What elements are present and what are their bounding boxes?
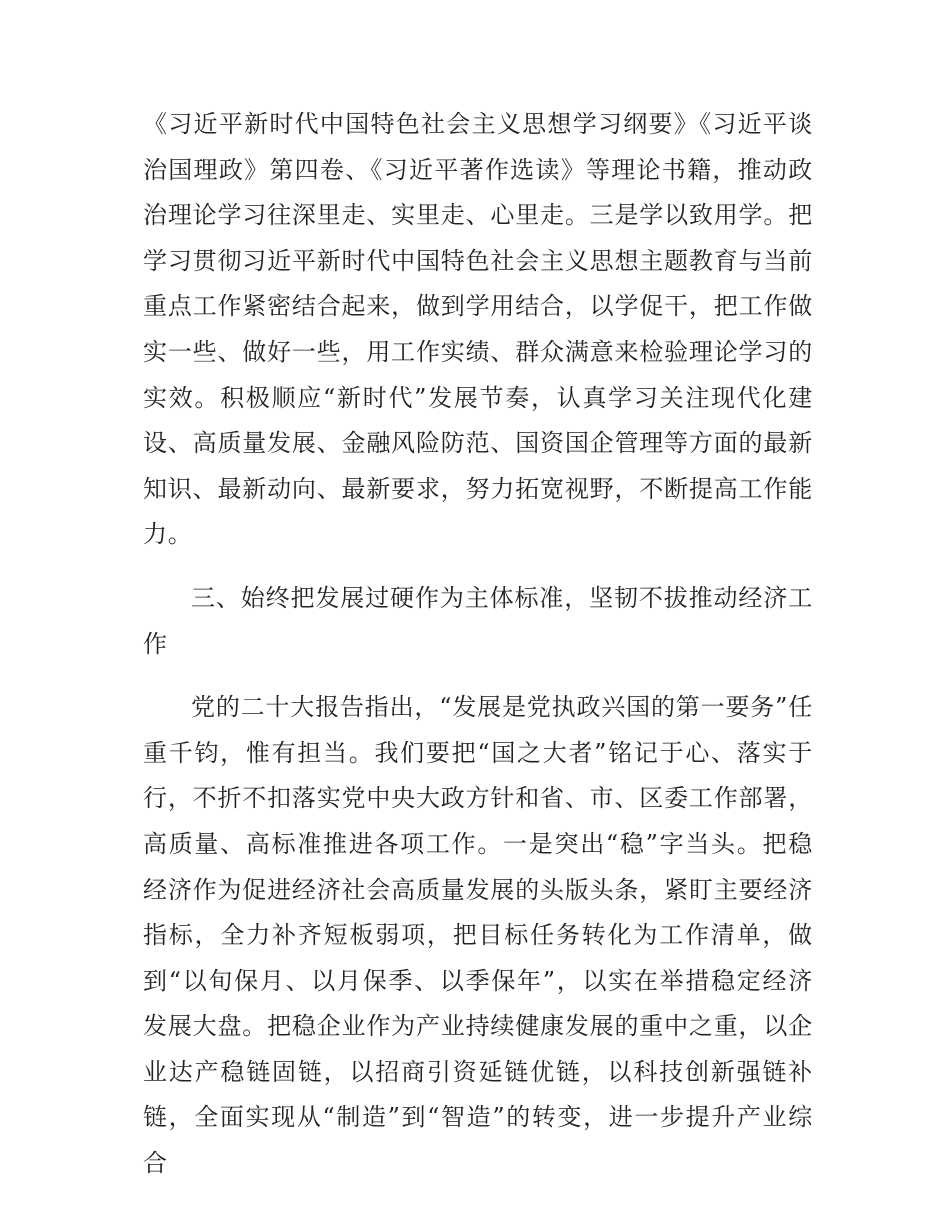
document-body [143, 102, 813, 1187]
section-heading: 三、始终把发展过硬作为主体标准，坚韧不拔推动经济工作 [143, 583, 813, 658]
paragraph-continuation: 《习近平新时代中国特色社会主义思想学习纲要》《习近平谈治国理政》第四卷、《习近平著作选读》等理论书籍，推动政治理论学习往深里走、实里走、心里走。三是学以致用学。把学习贯彻习近平新时代中国特色社会主义思想主题教育与当前重点工作紧密结合起来，做到学用结合，以学促干，把工作做实一些、做好一些，用工作实绩、群众满意来检验理论学习的实效。积极顺应“新时代”发展节奏，认真学习关注现代化建设、高质量发展、金融风险防范、国资国企管理等方面的最新知识、最新动向、最新要求，努力拓宽视野，不断提高工作能力。 [143, 110, 813, 549]
paragraph-body: 党的二十大报告指出，“发展是党执政兴国的第一要务”任重千钧，惟有担当。我们要把“国之大者”铭记于心、落实于行，不折不扣落实党中央大政方针和省、市、区委工作部署，高质量、高标准推进各项工作。一是突出“稳”字当头。把稳经济作为促进经济社会高质量发展的头版头条，紧盯主要经济指标，全力补齐短板弱项，把目标任务转化为工作清单，做到“以旬保月、以月保季、以季保年”，以实在举措稳定经济发展大盘。把稳企业作为产业持续健康发展的重中之重，以企业达产稳链固链，以招商引资延链优链，以科技创新强链补链，全面实现从“制造”到“智造”的转变，进一步提升产业综合 [143, 693, 813, 1178]
